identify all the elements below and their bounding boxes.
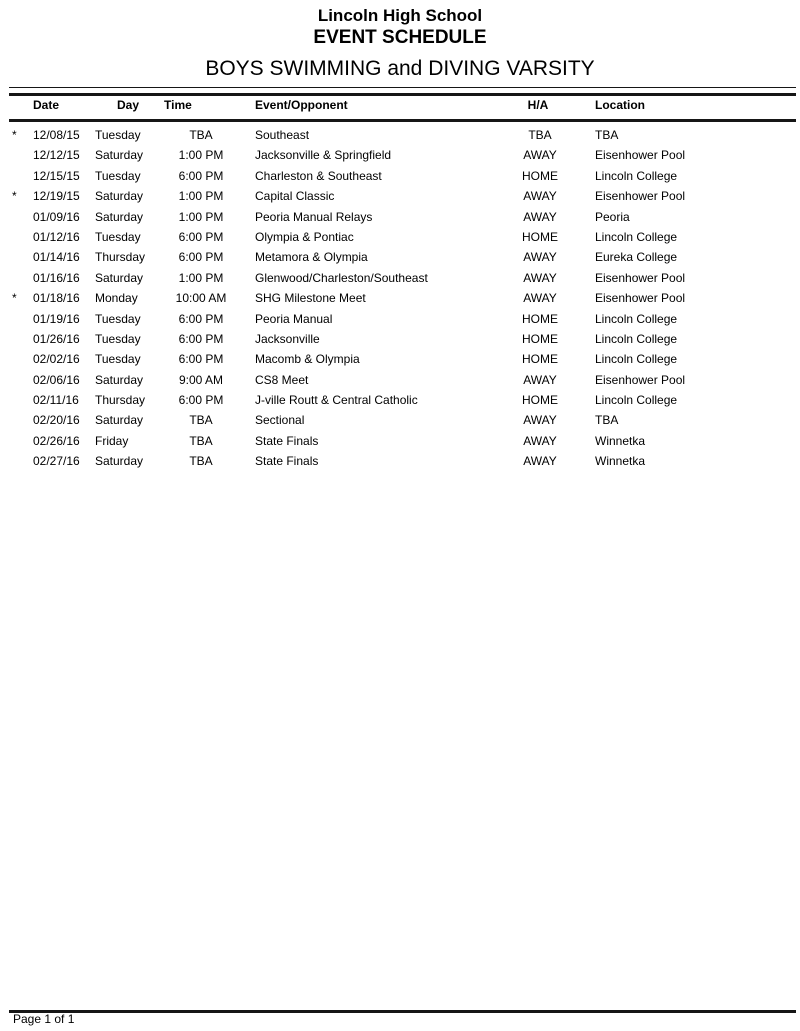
- time-cell: 6:00 PM: [178, 250, 224, 265]
- location-cell: Eisenhower Pool: [595, 372, 686, 387]
- time-cell: 6:00 PM: [178, 331, 224, 346]
- day-cell: Tuesday: [95, 229, 141, 244]
- home-away-cell: AWAY: [523, 270, 557, 285]
- location-cell: Eisenhower Pool: [595, 189, 686, 204]
- date-cell: 01/16/16: [33, 270, 80, 285]
- date-cell: 02/27/16: [33, 454, 80, 469]
- day-cell: Monday: [95, 291, 138, 306]
- location-cell: TBA: [595, 128, 619, 142]
- location-cell: Winnetka: [595, 454, 646, 469]
- time-cell: 6:00 PM: [178, 393, 224, 408]
- home-away-cell: HOME: [522, 393, 558, 408]
- table-row: [0, 207, 800, 227]
- table-row: [0, 309, 800, 329]
- date-cell: 12/12/15: [33, 148, 80, 163]
- day-cell: Saturday: [95, 413, 144, 428]
- day-cell: Friday: [95, 433, 129, 448]
- event-cell: Glenwood/Charleston/Southeast: [255, 270, 428, 285]
- location-cell: Lincoln College: [595, 229, 678, 244]
- day-cell: Saturday: [95, 189, 144, 204]
- location-cell: TBA: [595, 413, 619, 428]
- table-row: [0, 431, 800, 451]
- home-away-cell: HOME: [522, 331, 558, 346]
- home-away-cell: TBA: [528, 128, 552, 142]
- location-cell: Lincoln College: [595, 331, 678, 346]
- event-cell: Jacksonville & Springfield: [255, 148, 392, 163]
- footer-rule: [9, 1010, 796, 1013]
- time-cell: 9:00 AM: [178, 372, 224, 387]
- date-cell: 12/19/15: [33, 189, 80, 204]
- day-cell: Saturday: [95, 209, 144, 224]
- time-cell: TBA: [189, 413, 213, 428]
- event-cell: CS8 Meet: [255, 372, 309, 387]
- home-away-cell: HOME: [522, 311, 558, 326]
- location-cell: Lincoln College: [595, 352, 678, 367]
- table-row: [0, 186, 800, 206]
- day-cell: Tuesday: [95, 331, 141, 346]
- date-cell: 01/12/16: [33, 229, 80, 244]
- date-cell: 01/26/16: [33, 331, 80, 346]
- day-cell: Tuesday: [95, 168, 141, 183]
- header-rule-thin: [9, 87, 796, 88]
- time-cell: 6:00 PM: [178, 168, 224, 183]
- column-header-time: Time: [164, 98, 192, 112]
- time-cell: TBA: [189, 433, 213, 448]
- column-header-date: Date: [33, 98, 60, 112]
- page-number: Page 1 of 1: [13, 1012, 75, 1026]
- date-cell: 02/11/16: [33, 393, 79, 408]
- table-row: [0, 370, 800, 390]
- date-cell: 02/26/16: [33, 433, 80, 448]
- day-cell: Thursday: [95, 250, 146, 265]
- location-cell: Eisenhower Pool: [595, 270, 686, 285]
- event-cell: Peoria Manual: [255, 311, 333, 326]
- column-header-event: Event/Opponent: [255, 98, 348, 112]
- date-cell: 01/14/16: [33, 250, 80, 265]
- star-flag: *: [12, 189, 17, 204]
- home-away-cell: AWAY: [523, 250, 557, 265]
- event-cell: State Finals: [255, 454, 319, 469]
- column-header-day: Day: [117, 98, 140, 112]
- time-cell: 6:00 PM: [178, 311, 224, 326]
- day-cell: Saturday: [95, 454, 144, 469]
- header-rule-bottom: [9, 119, 796, 122]
- table-row: [0, 451, 800, 471]
- table-row: [0, 166, 800, 186]
- day-cell: Tuesday: [95, 128, 141, 142]
- event-cell: J-ville Routt & Central Catholic: [255, 393, 418, 408]
- day-cell: Saturday: [95, 372, 144, 387]
- location-cell: Eisenhower Pool: [595, 291, 686, 306]
- home-away-cell: AWAY: [523, 209, 557, 224]
- table-row: [0, 125, 800, 145]
- day-cell: Saturday: [95, 148, 144, 163]
- day-cell: Tuesday: [95, 311, 141, 326]
- location-cell: Eisenhower Pool: [595, 148, 686, 163]
- team-subtitle: BOYS SWIMMING and DIVING VARSITY: [205, 57, 595, 80]
- date-cell: 01/09/16: [33, 209, 80, 224]
- event-cell: Olympia & Pontiac: [255, 229, 354, 244]
- location-cell: Winnetka: [595, 433, 646, 448]
- home-away-cell: AWAY: [523, 413, 557, 428]
- time-cell: 1:00 PM: [178, 148, 224, 163]
- table-row: [0, 410, 800, 430]
- table-row: [0, 145, 800, 165]
- day-cell: Saturday: [95, 270, 144, 285]
- time-cell: 10:00 AM: [175, 291, 227, 306]
- home-away-cell: AWAY: [523, 454, 557, 469]
- home-away-cell: AWAY: [523, 372, 557, 387]
- event-cell: Southeast: [255, 128, 310, 142]
- event-cell: Jacksonville: [255, 331, 320, 346]
- time-cell: 6:00 PM: [178, 352, 224, 367]
- date-cell: 02/06/16: [33, 372, 80, 387]
- table-row: [0, 268, 800, 288]
- day-cell: Tuesday: [95, 352, 141, 367]
- date-cell: 02/20/16: [33, 413, 80, 428]
- school-name: Lincoln High School: [317, 6, 483, 25]
- home-away-cell: AWAY: [523, 189, 557, 204]
- event-cell: Macomb & Olympia: [255, 352, 360, 367]
- day-cell: Thursday: [95, 393, 146, 408]
- event-cell: SHG Milestone Meet: [255, 291, 366, 306]
- home-away-cell: HOME: [522, 352, 558, 367]
- location-cell: Lincoln College: [595, 168, 678, 183]
- table-row: [0, 227, 800, 247]
- table-row: [0, 329, 800, 349]
- date-cell: 02/02/16: [33, 352, 80, 367]
- time-cell: 1:00 PM: [178, 209, 224, 224]
- event-cell: Sectional: [255, 413, 305, 428]
- home-away-cell: AWAY: [523, 148, 557, 163]
- time-cell: TBA: [189, 454, 213, 469]
- time-cell: 1:00 PM: [178, 270, 224, 285]
- event-cell: Metamora & Olympia: [255, 250, 368, 265]
- column-header-location: Location: [595, 98, 645, 112]
- home-away-cell: AWAY: [523, 291, 557, 306]
- column-header-home-away: H/A: [527, 98, 549, 112]
- home-away-cell: HOME: [522, 168, 558, 183]
- time-cell: 6:00 PM: [178, 229, 224, 244]
- date-cell: 01/19/16: [33, 311, 80, 326]
- event-cell: Charleston & Southeast: [255, 168, 382, 183]
- document-title: EVENT SCHEDULE: [313, 27, 487, 48]
- table-row: [0, 247, 800, 267]
- star-flag: *: [12, 128, 17, 142]
- time-cell: TBA: [189, 128, 213, 142]
- time-cell: 1:00 PM: [178, 189, 224, 204]
- table-row: [0, 349, 800, 369]
- home-away-cell: AWAY: [523, 433, 557, 448]
- table-body: [0, 125, 800, 472]
- location-cell: Lincoln College: [595, 393, 678, 408]
- location-cell: Peoria: [595, 209, 630, 224]
- star-flag: *: [12, 291, 17, 306]
- location-cell: Eureka College: [595, 250, 678, 265]
- date-cell: 12/08/15: [33, 128, 80, 142]
- table-row: [0, 390, 800, 410]
- event-cell: State Finals: [255, 433, 319, 448]
- date-cell: 12/15/15: [33, 168, 80, 183]
- table-row: [0, 288, 800, 308]
- table-header-row: [0, 95, 800, 116]
- home-away-cell: HOME: [522, 229, 558, 244]
- date-cell: 01/18/16: [33, 291, 80, 306]
- event-cell: Capital Classic: [255, 189, 335, 204]
- location-cell: Lincoln College: [595, 311, 678, 326]
- event-cell: Peoria Manual Relays: [255, 209, 373, 224]
